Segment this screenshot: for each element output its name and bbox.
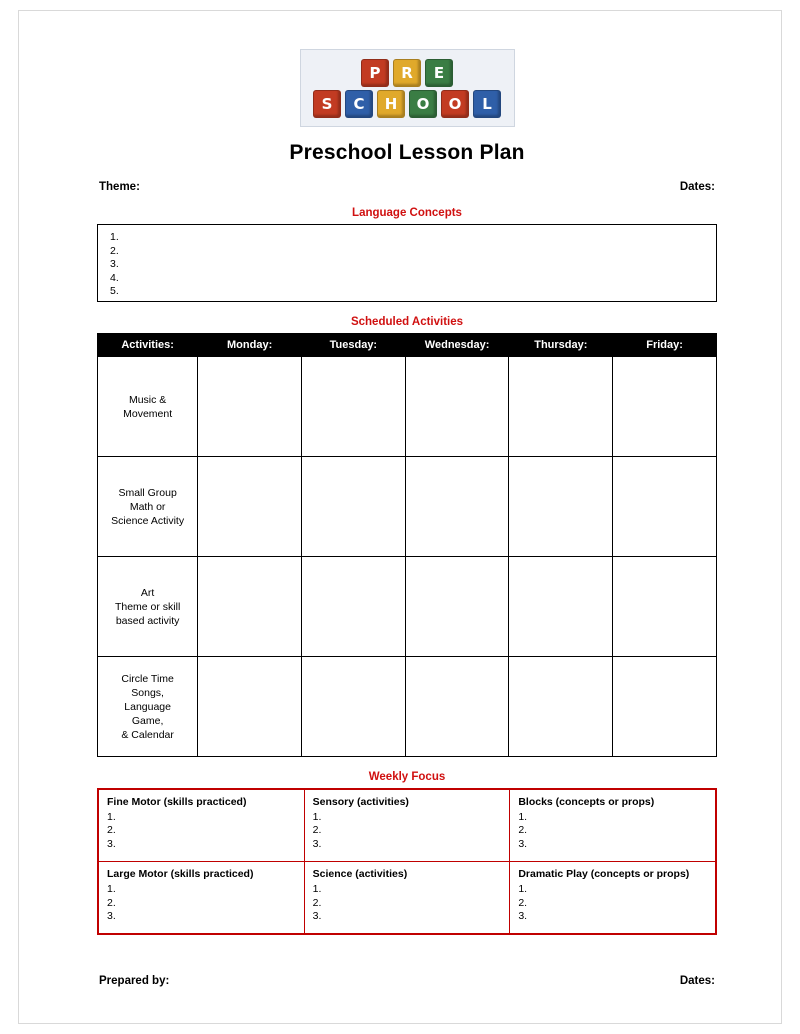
list-item: 2. xyxy=(518,896,528,909)
cell-art-tuesday[interactable] xyxy=(302,557,406,657)
row-label-line: Language xyxy=(124,700,171,713)
cell-art-friday[interactable] xyxy=(613,557,717,657)
list-item: 3. xyxy=(107,837,116,850)
list-item: 1. xyxy=(518,883,528,896)
column-header-friday: Friday: xyxy=(613,334,717,357)
row-label-line: based activity xyxy=(115,614,180,627)
footer-dates-label: Dates: xyxy=(679,975,715,988)
list-item: 1. xyxy=(312,811,322,823)
row-label-line: Circle Time xyxy=(121,672,174,685)
row-label-small-group xyxy=(98,457,198,557)
cell-music-friday[interactable] xyxy=(613,357,717,457)
cell-smallgroup-tuesday[interactable] xyxy=(302,457,406,557)
theme-label: Theme: xyxy=(99,181,140,193)
row-label-line: Music & xyxy=(128,393,167,406)
logo-block-row-2 xyxy=(313,90,501,118)
row-label-line: Movement xyxy=(123,407,173,420)
focus-cell-title: Dramatic Play (concepts or props) xyxy=(518,868,690,881)
logo-container xyxy=(97,49,717,127)
focus-cell-title: Fine Motor (skills practiced) xyxy=(107,796,247,808)
logo-block: O xyxy=(409,90,437,118)
list-item: 2. xyxy=(518,824,528,837)
focus-cell-science[interactable] xyxy=(304,862,510,935)
cell-circletime-monday[interactable] xyxy=(198,657,302,757)
list-item: 1. xyxy=(518,811,528,823)
focus-cell-list xyxy=(518,811,707,851)
focus-cell-large-motor[interactable] xyxy=(98,862,304,935)
logo-block: L xyxy=(473,90,501,118)
table-row xyxy=(98,357,717,457)
logo-block: C xyxy=(345,90,373,118)
logo-block: O xyxy=(441,90,469,118)
list-item: 2. xyxy=(110,244,119,257)
column-header-monday: Monday: xyxy=(198,334,302,357)
cell-music-wednesday[interactable] xyxy=(405,357,509,457)
list-item: 4. xyxy=(110,271,119,284)
row-label-line: Theme or skill xyxy=(114,600,181,613)
cell-smallgroup-friday[interactable] xyxy=(613,457,717,557)
list-item: 3. xyxy=(107,910,116,923)
prepared-by-label: Prepared by: xyxy=(99,975,170,988)
focus-cell-sensory[interactable] xyxy=(304,789,510,862)
row-label-circle-time xyxy=(98,657,198,757)
table-row xyxy=(98,557,717,657)
language-concepts-list xyxy=(110,231,716,299)
weekly-focus-table xyxy=(97,788,717,935)
list-item: 2. xyxy=(107,896,116,909)
row-label-music-movement xyxy=(98,357,198,457)
table-header-row xyxy=(98,334,717,357)
weekly-focus-heading: Weekly Focus xyxy=(368,771,446,783)
cell-music-tuesday[interactable] xyxy=(302,357,406,457)
list-item: 1. xyxy=(107,811,116,823)
list-item: 1. xyxy=(107,883,116,896)
row-label-line: Game, xyxy=(131,714,164,727)
cell-smallgroup-wednesday[interactable] xyxy=(405,457,509,557)
cell-smallgroup-monday[interactable] xyxy=(198,457,302,557)
focus-cell-list xyxy=(518,883,707,923)
cell-music-monday[interactable] xyxy=(198,357,302,457)
row-label-line: Art xyxy=(140,586,155,599)
row-label-line: Small Group xyxy=(118,486,177,499)
list-item: 3. xyxy=(312,910,322,923)
focus-cell-title: Blocks (concepts or props) xyxy=(518,796,655,808)
logo-block: S xyxy=(313,90,341,118)
focus-cell-title: Sensory (activities) xyxy=(312,796,409,808)
cell-circletime-wednesday[interactable] xyxy=(405,657,509,757)
cell-music-thursday[interactable] xyxy=(509,357,613,457)
list-item: 2. xyxy=(107,824,116,837)
focus-cell-list xyxy=(107,811,296,851)
list-item: 2. xyxy=(312,824,322,837)
cell-smallgroup-thursday[interactable] xyxy=(509,457,613,557)
cell-circletime-tuesday[interactable] xyxy=(302,657,406,757)
page-title: Preschool Lesson Plan xyxy=(289,141,525,164)
list-item: 5. xyxy=(110,285,119,298)
column-header-thursday: Thursday: xyxy=(509,334,613,357)
focus-cell-list xyxy=(313,811,502,851)
list-item: 1. xyxy=(312,883,322,896)
focus-cell-title: Science (activities) xyxy=(312,868,408,881)
language-concepts-box[interactable] xyxy=(97,224,717,302)
focus-cell-blocks[interactable] xyxy=(510,789,716,862)
row-label-line: Songs, xyxy=(131,686,164,699)
table-row xyxy=(98,862,716,935)
logo-block: E xyxy=(425,59,453,87)
focus-cell-title: Large Motor (skills practiced) xyxy=(107,868,254,881)
list-item: 3. xyxy=(110,258,119,271)
scheduled-activities-heading: Scheduled Activities xyxy=(350,316,464,328)
column-header-wednesday: Wednesday: xyxy=(405,334,509,357)
table-row xyxy=(98,657,717,757)
cell-circletime-thursday[interactable] xyxy=(509,657,613,757)
schedule-table xyxy=(97,333,717,757)
preschool-blocks-logo xyxy=(300,49,515,127)
row-label-art xyxy=(98,557,198,657)
table-row xyxy=(98,789,716,862)
cell-art-wednesday[interactable] xyxy=(405,557,509,657)
logo-block: P xyxy=(361,59,389,87)
logo-block: H xyxy=(377,90,405,118)
document-body xyxy=(97,49,717,987)
document-page xyxy=(18,10,782,1024)
list-item: 3. xyxy=(518,837,528,850)
list-item: 1. xyxy=(110,231,119,243)
cell-art-monday[interactable] xyxy=(198,557,302,657)
column-header-activities: Activities: xyxy=(98,334,198,357)
focus-cell-list xyxy=(107,883,296,923)
row-label-line: Science Activity xyxy=(111,514,185,527)
logo-block-row-1 xyxy=(361,59,453,87)
logo-block: R xyxy=(393,59,421,87)
column-header-tuesday: Tuesday: xyxy=(302,334,406,357)
language-concepts-heading: Language Concepts xyxy=(352,207,462,219)
theme-dates-row xyxy=(97,181,717,193)
focus-cell-dramatic-play[interactable] xyxy=(510,862,716,935)
cell-circletime-friday[interactable] xyxy=(613,657,717,757)
list-item: 3. xyxy=(312,837,322,850)
list-item: 3. xyxy=(518,910,528,923)
table-row xyxy=(98,457,717,557)
focus-cell-fine-motor[interactable] xyxy=(98,789,304,862)
row-label-line: & Calendar xyxy=(121,728,174,741)
dates-label: Dates: xyxy=(679,181,715,193)
footer-row xyxy=(97,975,717,987)
list-item: 2. xyxy=(312,896,322,909)
cell-art-thursday[interactable] xyxy=(509,557,613,657)
row-label-line: Math or xyxy=(129,500,166,513)
focus-cell-list xyxy=(313,883,502,923)
